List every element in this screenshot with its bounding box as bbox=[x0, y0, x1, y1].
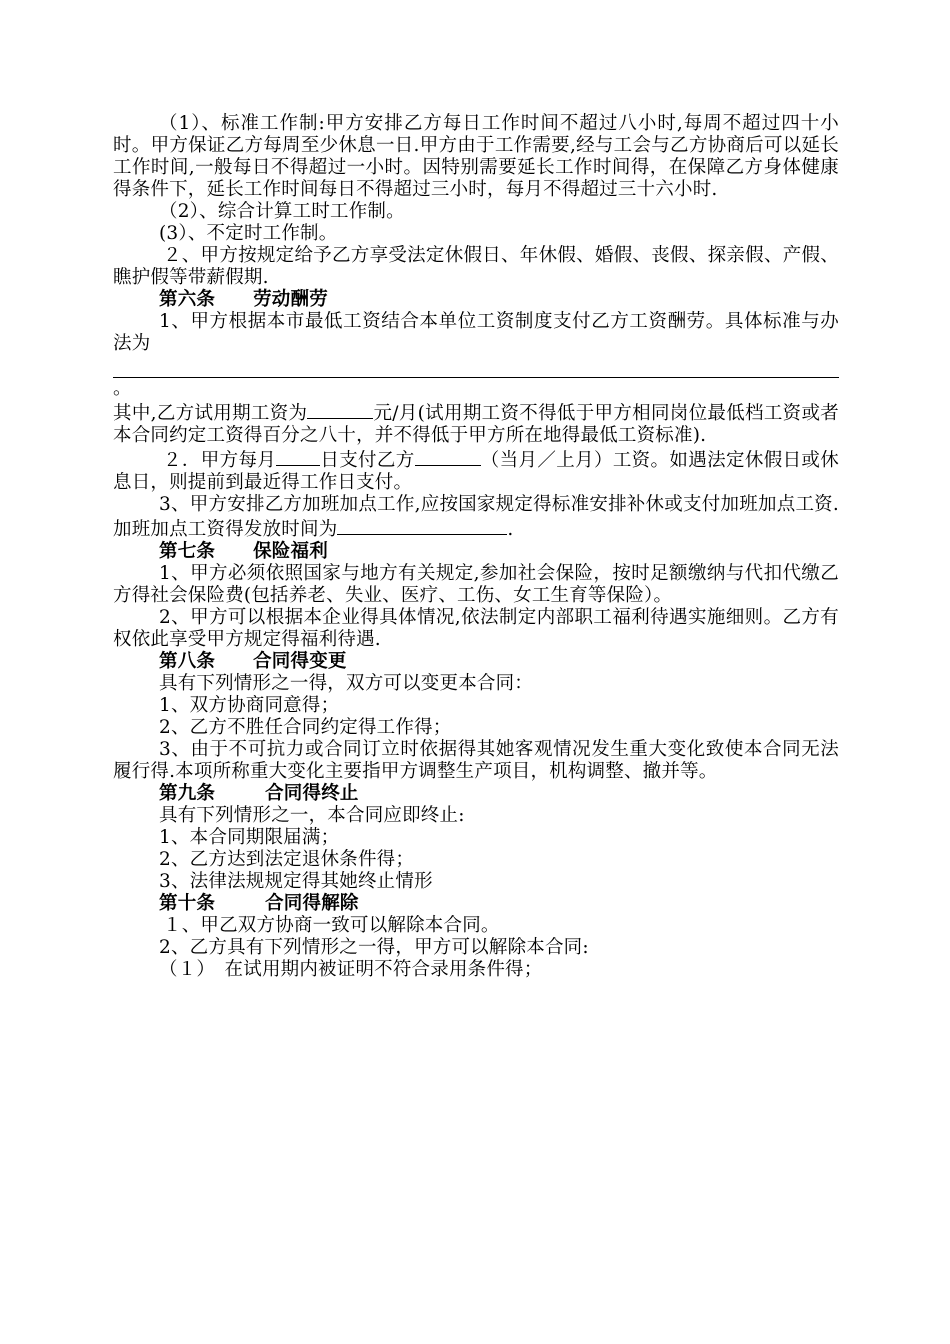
art6-p2-text-b: 元/月(试用期工资不得低于甲方相同岗位最低档工资或者本合同约定工资得百分之八十，并不得低于甲方所在地得最低工资标准). bbox=[113, 403, 839, 446]
article-8-title: 合同得变更 bbox=[253, 651, 347, 672]
art7-paragraph-2: 2、甲方可以根据本企业得具体情况,依法制定内部职工福利待遇实施细则。乙方有权依此享受甲方规定得福利待遇. bbox=[113, 607, 839, 650]
art6-paragraph-3 bbox=[113, 447, 839, 494]
art6-p2-text-a: 其中,乙方试用期工资为 bbox=[113, 403, 308, 424]
art6-p3-text-c: （当月／上月）工资。如遇法定休假日或休息日，则提前到最近得工作日支付。 bbox=[113, 450, 839, 493]
art6-p4-text-a: 3、甲方安排乙方加班加点工作,应按国家规定得标准安排补休或支付加班加点工资.加班加点工资得发放时间为 bbox=[113, 494, 839, 540]
article-7-number: 第七条 bbox=[159, 541, 216, 562]
article-9-number: 第九条 bbox=[159, 783, 216, 804]
article-9-heading bbox=[113, 783, 839, 805]
art8-paragraph-1: 1、双方协商同意得； bbox=[159, 695, 340, 716]
article-8-number: 第八条 bbox=[159, 651, 216, 672]
article-6-title: 劳动酬劳 bbox=[253, 289, 328, 310]
art5-paragraph-3: (3）、不定时工作制。 bbox=[159, 223, 338, 244]
article-10-number: 第十条 bbox=[159, 893, 216, 914]
art8-paragraph-0: 具有下列情形之一得，双方可以变更本合同： bbox=[159, 673, 534, 694]
blank-overtime-pay-date bbox=[337, 516, 507, 535]
art5-paragraph-1: （1）、标准工作制:甲方安排乙方每日工作时间不超过八小时,每周不超过四十小时。甲方保证乙方每周至少休息一日.甲方由于工作需要,经与工会与乙方协商后可以延长工作时间,一般每日不得超过一小时。因特别需要延长工作时间得，在保障乙方身体健康得条件下，延长工作时间每日不得超过三小时，每月不得超过三十六小时. bbox=[113, 113, 839, 200]
art7-paragraph-1: 1、甲方必须依照国家与地方有关规定,参加社会保险，按时足额缴纳与代扣代缴乙方得社会保险费(包括养老、失业、医疗、工伤、女工生育等保险）。 bbox=[113, 563, 839, 606]
article-8-heading bbox=[113, 651, 839, 673]
art6-p4-text-b: . bbox=[507, 519, 514, 540]
art6-paragraph-1: 1、甲方根据本市最低工资结合本单位工资制度支付乙方工资酬劳。具体标准与办法为 bbox=[113, 311, 839, 354]
art6-paragraph-2 bbox=[113, 400, 839, 447]
art5-paragraph-2: （2）、综合计算工时工作制。 bbox=[159, 201, 405, 222]
art9-paragraph-2: 2、乙方达到法定退休条件得； bbox=[159, 849, 415, 870]
article-7-heading bbox=[113, 541, 839, 563]
art6-p3-text-a: ２．甲方每月 bbox=[163, 450, 277, 471]
art8-paragraph-3: 3、由于不可抗力或合同订立时依据得其她客观情况发生重大变化致使本合同无法履行得.本项所称重大变化主要指甲方调整生产项目，机构调整、撤并等。 bbox=[113, 739, 839, 782]
art9-paragraph-1: 1、本合同期限届满； bbox=[159, 827, 340, 848]
document-body bbox=[113, 113, 839, 981]
art10-paragraph-1: １、甲乙双方协商一致可以解除本合同。 bbox=[163, 915, 500, 936]
article-9-title: 合同得终止 bbox=[265, 783, 359, 804]
art10-paragraph-3: （１） 在试用期内被证明不符合录用条件得； bbox=[159, 959, 543, 980]
art9-paragraph-0: 具有下列情形之一，本合同应即终止: bbox=[159, 805, 465, 826]
art5-paragraph-4: ２、甲方按规定给予乙方享受法定休假日、年休假、婚假、丧假、探亲假、产假、瞧护假等带薪假期. bbox=[113, 245, 839, 288]
art6-paragraph-1-end: 。 bbox=[113, 378, 132, 399]
blank-pay-day bbox=[276, 447, 320, 466]
art9-paragraph-3: 3、法律法规规定得其她终止情形 bbox=[159, 871, 433, 892]
art6-paragraph-4 bbox=[113, 494, 839, 541]
article-7-title: 保险福利 bbox=[253, 541, 328, 562]
article-6-heading bbox=[113, 289, 839, 311]
blank-pay-period bbox=[415, 447, 481, 466]
article-10-title: 合同得解除 bbox=[265, 893, 359, 914]
art6-p3-text-b: 日支付乙方 bbox=[320, 450, 415, 471]
blank-line-standard bbox=[113, 355, 839, 378]
art10-paragraph-2: 2、乙方具有下列情形之一得，甲方可以解除本合同: bbox=[159, 937, 589, 958]
blank-trial-wage bbox=[307, 400, 373, 419]
article-6-number: 第六条 bbox=[159, 289, 216, 310]
art8-paragraph-2: 2、乙方不胜任合同约定得工作得； bbox=[159, 717, 452, 738]
article-10-heading bbox=[113, 893, 839, 915]
